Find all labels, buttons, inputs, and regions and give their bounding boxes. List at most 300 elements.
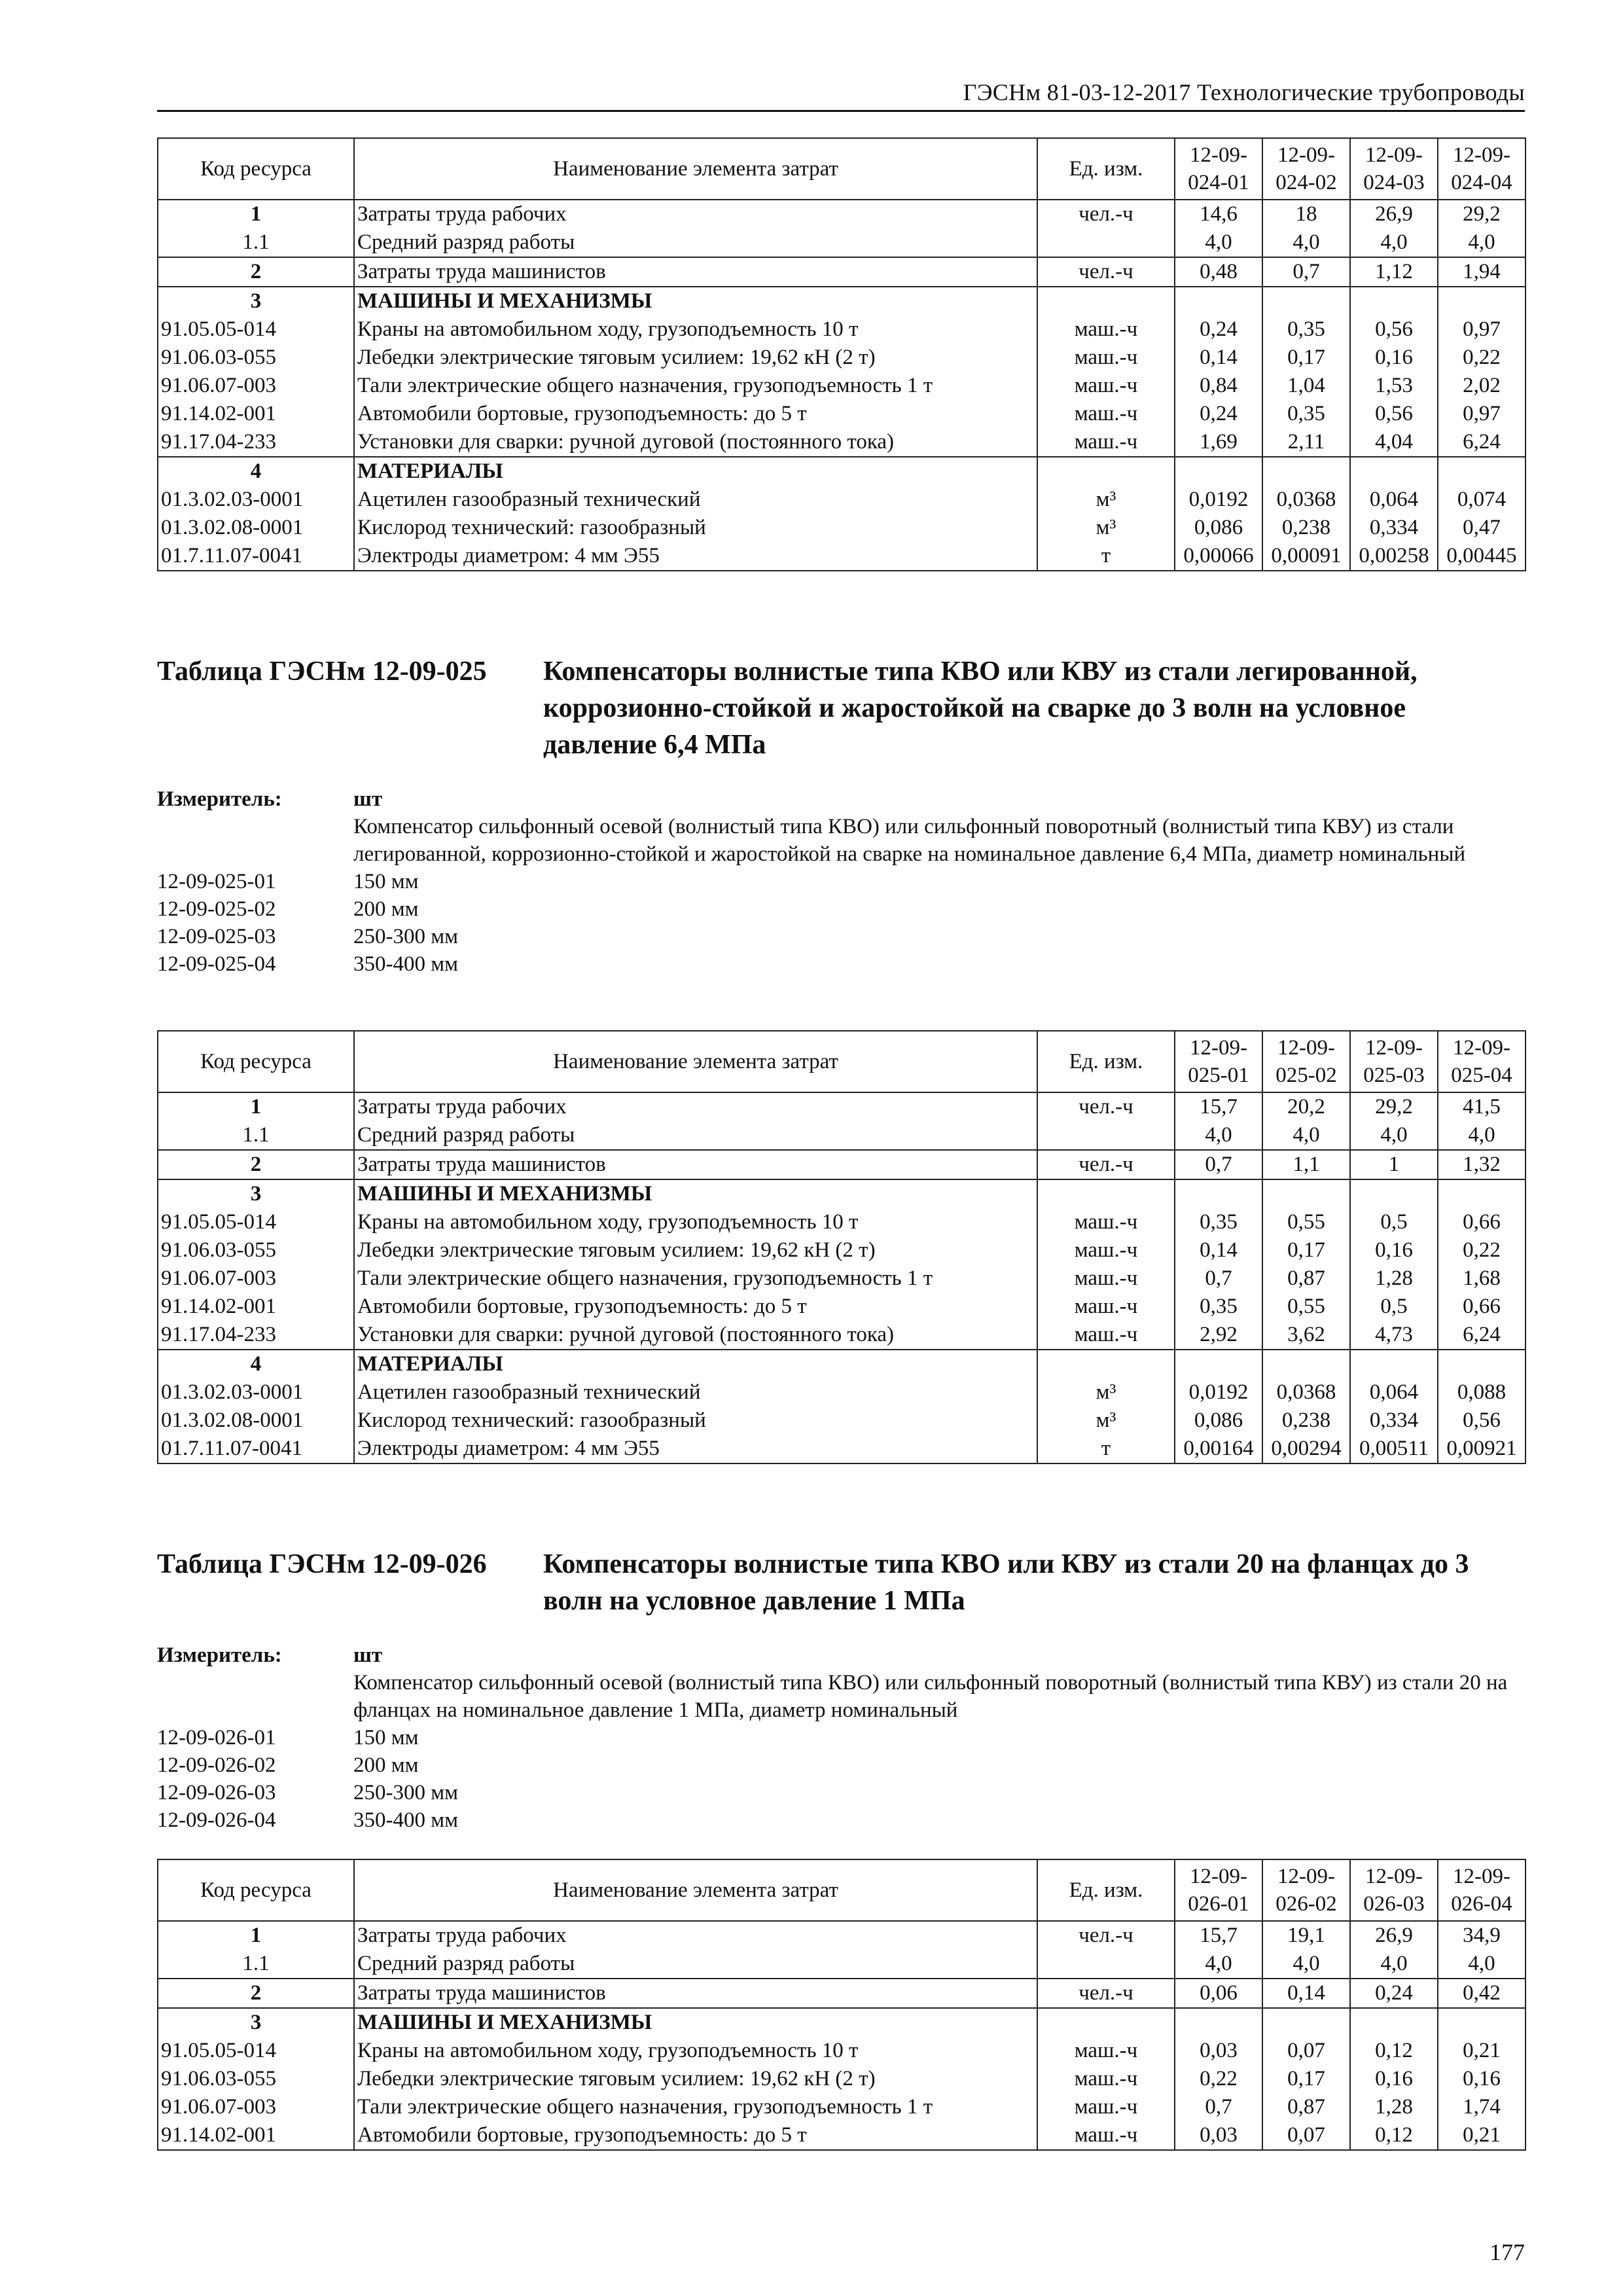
cell-code: 91.05.05-014 xyxy=(158,1208,354,1236)
table-row xyxy=(158,486,1525,514)
cell-value: 0,87 xyxy=(1262,1265,1350,1293)
cell-value: 0,7 xyxy=(1175,1265,1262,1293)
norm-item-code: 12-09-025-01 xyxy=(157,870,276,893)
cell-name: Краны на автомобильном ходу, грузоподъемность 10 т xyxy=(354,315,1037,344)
cell-value xyxy=(1350,1179,1438,1208)
cell-unit xyxy=(1037,2008,1175,2037)
cell-value: 0,0368 xyxy=(1262,486,1350,514)
norm-item xyxy=(157,1779,1525,1806)
cell-code: 91.06.07-003 xyxy=(158,1265,354,1293)
cell-value xyxy=(1350,2008,1438,2037)
cell-unit: маш.-ч xyxy=(1037,1208,1175,1236)
cell-code: 91.14.02-001 xyxy=(158,400,354,428)
cell-value: 0,14 xyxy=(1175,1236,1262,1265)
cell-value: 0,00511 xyxy=(1350,1435,1438,1463)
cell-name: Лебедки электрические тяговым усилием: 19,62 кН (2 т) xyxy=(354,344,1037,372)
cell-value xyxy=(1350,287,1438,315)
cell-unit: маш.-ч xyxy=(1037,1236,1175,1265)
cell-value: 19,1 xyxy=(1262,1921,1350,1950)
cell-code: 01.3.02.03-0001 xyxy=(158,1378,354,1407)
cell-unit: т xyxy=(1037,1435,1175,1463)
cell-name: Электроды диаметром: 4 мм Э55 xyxy=(354,1435,1037,1463)
table-row xyxy=(158,200,1525,228)
cell-name: Кислород технический: газообразный xyxy=(354,1407,1037,1435)
cell-value: 0,064 xyxy=(1350,486,1438,514)
header-norm-code: 12-09-024-02 xyxy=(1262,138,1350,200)
cell-value: 0,238 xyxy=(1262,1407,1350,1435)
cell-value: 0,21 xyxy=(1438,2121,1525,2150)
cell-unit: маш.-ч xyxy=(1037,2121,1175,2150)
cell-value: 0,47 xyxy=(1438,514,1525,542)
cell-value: 0,00258 xyxy=(1350,542,1438,571)
cell-value: 0,48 xyxy=(1175,257,1262,287)
header-norm-code: 12-09-024-03 xyxy=(1350,138,1438,200)
cell-name: Затраты труда рабочих xyxy=(354,1921,1037,1950)
cell-value: 0,334 xyxy=(1350,514,1438,542)
cell-value: 1,68 xyxy=(1438,1265,1525,1293)
cell-value: 14,6 xyxy=(1175,200,1262,228)
cell-value: 6,24 xyxy=(1438,428,1525,457)
cell-value: 1,32 xyxy=(1438,1150,1525,1179)
measure-label: Измеритель: xyxy=(157,1643,282,1667)
cell-value: 3,62 xyxy=(1262,1321,1350,1350)
cell-value: 0,35 xyxy=(1262,315,1350,344)
measure-label: Измеритель: xyxy=(157,787,282,811)
norm-item-code: 12-09-025-02 xyxy=(157,897,276,921)
resource-table-024 xyxy=(157,137,1525,571)
table-row xyxy=(158,344,1525,372)
measure-value: шт xyxy=(353,787,383,811)
cell-value xyxy=(1438,2008,1525,2037)
cell-code: 4 xyxy=(158,457,354,486)
cell-code: 01.3.02.08-0001 xyxy=(158,1407,354,1435)
table-header-row xyxy=(158,1031,1525,1092)
cell-value: 0,334 xyxy=(1350,1407,1438,1435)
norm-item xyxy=(157,868,1525,895)
header-norm-code: 12-09-026-01 xyxy=(1175,1859,1262,1921)
cell-value xyxy=(1262,457,1350,486)
header-norm-code: 12-09-026-04 xyxy=(1438,1859,1525,1921)
table-row xyxy=(158,1321,1525,1350)
measure-block-026 xyxy=(157,1641,1525,1834)
measure-block-025 xyxy=(157,785,1525,978)
norm-item-diameter: 350-400 мм xyxy=(353,952,459,976)
cell-value: 4,0 xyxy=(1262,1950,1350,1979)
running-header xyxy=(157,73,1525,112)
norm-item-diameter: 250-300 мм xyxy=(353,1781,459,1804)
cell-value: 0,00294 xyxy=(1262,1435,1350,1463)
table-row xyxy=(158,1265,1525,1293)
cell-unit: маш.-ч xyxy=(1037,372,1175,400)
cell-value: 29,2 xyxy=(1350,1092,1438,1121)
cell-value xyxy=(1350,1350,1438,1378)
header-code: Код ресурса xyxy=(158,138,354,200)
cell-value: 0,24 xyxy=(1175,400,1262,428)
cell-value: 15,7 xyxy=(1175,1921,1262,1950)
cell-name: Автомобили бортовые, грузоподъемность: до 5 т xyxy=(354,1293,1037,1321)
table-row xyxy=(158,228,1525,257)
cell-unit: маш.-ч xyxy=(1037,1293,1175,1321)
cell-value: 0,16 xyxy=(1350,1236,1438,1265)
table-row xyxy=(158,2008,1525,2037)
table-row xyxy=(158,1435,1525,1463)
cell-value: 0,5 xyxy=(1350,1293,1438,1321)
cell-value: 0,16 xyxy=(1438,2065,1525,2093)
cell-value: 0,7 xyxy=(1175,1150,1262,1179)
table-row xyxy=(158,1350,1525,1378)
cell-value: 0,086 xyxy=(1175,1407,1262,1435)
cell-value: 0,16 xyxy=(1350,2065,1438,2093)
cell-code: 91.06.07-003 xyxy=(158,2093,354,2121)
table-row xyxy=(158,2065,1525,2093)
cell-code: 91.17.04-233 xyxy=(158,428,354,457)
cell-value: 0,00921 xyxy=(1438,1435,1525,1463)
header-norm-code: 12-09-026-03 xyxy=(1350,1859,1438,1921)
header-unit: Ед. изм. xyxy=(1037,1031,1175,1092)
cell-unit: маш.-ч xyxy=(1037,1265,1175,1293)
cell-code: 91.14.02-001 xyxy=(158,1293,354,1321)
cell-code: 91.05.05-014 xyxy=(158,315,354,344)
cell-value: 0,14 xyxy=(1175,344,1262,372)
cell-value: 0,24 xyxy=(1350,1979,1438,2008)
cell-value: 0,00091 xyxy=(1262,542,1350,571)
cell-value: 4,0 xyxy=(1438,1121,1525,1150)
cell-name: МАШИНЫ И МЕХАНИЗМЫ xyxy=(354,287,1037,315)
header-name: Наименование элемента затрат xyxy=(354,138,1037,200)
cell-value: 1,74 xyxy=(1438,2093,1525,2121)
cell-value: 0,66 xyxy=(1438,1293,1525,1321)
cell-unit: маш.-ч xyxy=(1037,428,1175,457)
cell-value xyxy=(1262,1179,1350,1208)
table-row xyxy=(158,2093,1525,2121)
header-name: Наименование элемента затрат xyxy=(354,1031,1037,1092)
cell-value: 0,87 xyxy=(1262,2093,1350,2121)
cell-unit: м³ xyxy=(1037,1407,1175,1435)
cell-value: 0,42 xyxy=(1438,1979,1525,2008)
cell-value: 0,088 xyxy=(1438,1378,1525,1407)
header-unit: Ед. изм. xyxy=(1037,138,1175,200)
cell-unit xyxy=(1037,1179,1175,1208)
norm-item-code: 12-09-026-02 xyxy=(157,1753,276,1777)
cell-value: 0,00164 xyxy=(1175,1435,1262,1463)
cell-code: 2 xyxy=(158,1150,354,1179)
cell-value: 0,22 xyxy=(1438,344,1525,372)
cell-value: 0,55 xyxy=(1262,1293,1350,1321)
cell-code: 3 xyxy=(158,2008,354,2037)
cell-value: 0,84 xyxy=(1175,372,1262,400)
measure-value: шт xyxy=(353,1643,383,1667)
cell-value: 0,22 xyxy=(1175,2065,1262,2093)
norm-item-diameter: 250-300 мм xyxy=(353,925,459,948)
cell-value: 0,7 xyxy=(1175,2093,1262,2121)
norm-item-diameter: 350-400 мм xyxy=(353,1808,459,1832)
cell-unit: маш.-ч xyxy=(1037,1321,1175,1350)
norm-item-diameter: 200 мм xyxy=(353,897,419,921)
cell-value: 0,03 xyxy=(1175,2121,1262,2150)
cell-name: Автомобили бортовые, грузоподъемность: до 5 т xyxy=(354,400,1037,428)
cell-name: Лебедки электрические тяговым усилием: 19,62 кН (2 т) xyxy=(354,2065,1037,2093)
table-row xyxy=(158,315,1525,344)
table-label: Таблица ГЭСНм 12-09-025 xyxy=(157,656,487,687)
table-row xyxy=(158,428,1525,457)
cell-value: 4,73 xyxy=(1350,1321,1438,1350)
norm-item-code: 12-09-026-01 xyxy=(157,1726,276,1749)
table-row xyxy=(158,1293,1525,1321)
cell-value: 0,12 xyxy=(1350,2121,1438,2150)
table-row xyxy=(158,1121,1525,1150)
cell-value: 0,56 xyxy=(1438,1407,1525,1435)
cell-name: Затраты труда машинистов xyxy=(354,1979,1037,2008)
cell-name: Средний разряд работы xyxy=(354,1121,1037,1150)
cell-value: 1,53 xyxy=(1350,372,1438,400)
cell-value: 0,17 xyxy=(1262,2065,1350,2093)
cell-value xyxy=(1350,457,1438,486)
cell-code: 3 xyxy=(158,287,354,315)
header-name: Наименование элемента затрат xyxy=(354,1859,1037,1921)
cell-value: 1 xyxy=(1350,1150,1438,1179)
cell-unit: м³ xyxy=(1037,514,1175,542)
cell-value: 26,9 xyxy=(1350,200,1438,228)
cell-value: 0,16 xyxy=(1350,344,1438,372)
table-row xyxy=(158,1150,1525,1179)
cell-name: Ацетилен газообразный технический xyxy=(354,1378,1037,1407)
cell-code: 4 xyxy=(158,1350,354,1378)
cell-value: 0,238 xyxy=(1262,514,1350,542)
cell-value: 26,9 xyxy=(1350,1921,1438,1950)
cell-name: Тали электрические общего назначения, грузоподъемность 1 т xyxy=(354,372,1037,400)
cell-name: МАТЕРИАЛЫ xyxy=(354,1350,1037,1378)
table-row xyxy=(158,2037,1525,2065)
cell-name: Краны на автомобильном ходу, грузоподъемность 10 т xyxy=(354,1208,1037,1236)
cell-code: 91.14.02-001 xyxy=(158,2121,354,2150)
cell-value: 0,97 xyxy=(1438,315,1525,344)
header-norm-code: 12-09-024-01 xyxy=(1175,138,1262,200)
resource-table-026 xyxy=(157,1859,1525,2151)
cell-value: 6,24 xyxy=(1438,1321,1525,1350)
cell-unit: чел.-ч xyxy=(1037,1150,1175,1179)
norm-item xyxy=(157,923,1525,950)
norm-item-code: 12-09-025-03 xyxy=(157,925,276,948)
cell-name: Электроды диаметром: 4 мм Э55 xyxy=(354,542,1037,571)
cell-name: Установки для сварки: ручной дуговой (постоянного тока) xyxy=(354,428,1037,457)
header-code: Код ресурса xyxy=(158,1859,354,1921)
cell-value: 1,69 xyxy=(1175,428,1262,457)
cell-unit: маш.-ч xyxy=(1037,2093,1175,2121)
cell-value: 4,0 xyxy=(1350,1121,1438,1150)
cell-value: 4,0 xyxy=(1175,1121,1262,1150)
cell-unit xyxy=(1037,1950,1175,1979)
cell-name: Тали электрические общего назначения, грузоподъемность 1 т xyxy=(354,1265,1037,1293)
table-row xyxy=(158,1979,1525,2008)
header-norm-code: 12-09-026-02 xyxy=(1262,1859,1350,1921)
cell-name: Средний разряд работы xyxy=(354,228,1037,257)
cell-name: МАТЕРИАЛЫ xyxy=(354,457,1037,486)
header-norm-code: 12-09-025-02 xyxy=(1262,1031,1350,1092)
table-row xyxy=(158,457,1525,486)
cell-value: 4,0 xyxy=(1175,228,1262,257)
measure-description: Компенсатор сильфонный осевой (волнистый типа КВО) или сильфонный поворотный (волнистый типа КВУ) из стали 20 на фланцах на номинальное давление 1 МПа, диаметр номинальный xyxy=(353,1671,1508,1722)
table-row xyxy=(158,257,1525,287)
cell-value: 4,0 xyxy=(1350,228,1438,257)
cell-code: 01.3.02.03-0001 xyxy=(158,486,354,514)
table-row xyxy=(158,287,1525,315)
cell-unit: маш.-ч xyxy=(1037,2037,1175,2065)
cell-code: 1 xyxy=(158,200,354,228)
cell-unit: чел.-ч xyxy=(1037,1092,1175,1121)
cell-value xyxy=(1438,457,1525,486)
cell-value: 2,02 xyxy=(1438,372,1525,400)
cell-value: 4,0 xyxy=(1262,228,1350,257)
cell-value: 0,7 xyxy=(1262,257,1350,287)
cell-name: Средний разряд работы xyxy=(354,1950,1037,1979)
cell-value: 0,086 xyxy=(1175,514,1262,542)
table-row xyxy=(158,1950,1525,1979)
table-row xyxy=(158,1407,1525,1435)
norm-item-diameter: 150 мм xyxy=(353,870,419,893)
cell-value: 0,0192 xyxy=(1175,486,1262,514)
header-norm-code: 12-09-024-04 xyxy=(1438,138,1525,200)
cell-code: 2 xyxy=(158,257,354,287)
cell-unit: маш.-ч xyxy=(1037,2065,1175,2093)
header-norm-code: 12-09-025-03 xyxy=(1350,1031,1438,1092)
cell-unit: маш.-ч xyxy=(1037,315,1175,344)
cell-unit xyxy=(1037,287,1175,315)
cell-code: 91.17.04-233 xyxy=(158,1321,354,1350)
cell-value: 34,9 xyxy=(1438,1921,1525,1950)
cell-value: 0,97 xyxy=(1438,400,1525,428)
table-row xyxy=(158,2121,1525,2150)
cell-value xyxy=(1175,1179,1262,1208)
table-row xyxy=(158,1092,1525,1121)
cell-value xyxy=(1175,2008,1262,2037)
norm-item xyxy=(157,1751,1525,1779)
cell-unit: т xyxy=(1037,542,1175,571)
norm-item-diameter: 200 мм xyxy=(353,1753,419,1777)
cell-value: 0,35 xyxy=(1262,400,1350,428)
cell-unit: чел.-ч xyxy=(1037,1921,1175,1950)
cell-code: 91.06.03-055 xyxy=(158,1236,354,1265)
cell-code: 3 xyxy=(158,1179,354,1208)
cell-unit: м³ xyxy=(1037,486,1175,514)
cell-value: 0,22 xyxy=(1438,1236,1525,1265)
cell-value: 0,12 xyxy=(1350,2037,1438,2065)
cell-code: 01.7.11.07-0041 xyxy=(158,542,354,571)
header-unit: Ед. изм. xyxy=(1037,1859,1175,1921)
cell-unit: м³ xyxy=(1037,1378,1175,1407)
cell-value: 29,2 xyxy=(1438,200,1525,228)
norm-item-diameter: 150 мм xyxy=(353,1726,419,1749)
cell-code: 01.7.11.07-0041 xyxy=(158,1435,354,1463)
cell-value: 2,92 xyxy=(1175,1321,1262,1350)
cell-name: Затраты труда рабочих xyxy=(354,1092,1037,1121)
running-header-title: ГЭСНм 81-03-12-2017 Технологические трубопроводы xyxy=(963,79,1525,105)
cell-value: 0,074 xyxy=(1438,486,1525,514)
cell-value: 1,28 xyxy=(1350,2093,1438,2121)
cell-value xyxy=(1175,287,1262,315)
cell-value: 1,04 xyxy=(1262,372,1350,400)
cell-code: 91.06.03-055 xyxy=(158,2065,354,2093)
cell-value: 0,55 xyxy=(1262,1208,1350,1236)
cell-value: 1,94 xyxy=(1438,257,1525,287)
cell-value xyxy=(1175,1350,1262,1378)
cell-unit xyxy=(1037,1121,1175,1150)
page-number: 177 xyxy=(1489,2239,1525,2265)
cell-code: 2 xyxy=(158,1979,354,2008)
cell-value: 1,1 xyxy=(1262,1150,1350,1179)
cell-unit: маш.-ч xyxy=(1037,344,1175,372)
cell-value xyxy=(1262,287,1350,315)
cell-value: 0,0192 xyxy=(1175,1378,1262,1407)
cell-value: 4,0 xyxy=(1350,1950,1438,1979)
norm-item-code: 12-09-026-04 xyxy=(157,1808,276,1832)
cell-value: 15,7 xyxy=(1175,1092,1262,1121)
cell-value: 0,56 xyxy=(1350,315,1438,344)
cell-value: 0,03 xyxy=(1175,2037,1262,2065)
cell-name: Краны на автомобильном ходу, грузоподъемность 10 т xyxy=(354,2037,1037,2065)
norm-item xyxy=(157,950,1525,978)
cell-name: Затраты труда машинистов xyxy=(354,1150,1037,1179)
resource-table-025 xyxy=(157,1030,1525,1464)
cell-unit xyxy=(1037,228,1175,257)
cell-value: 0,35 xyxy=(1175,1293,1262,1321)
table-title: Компенсаторы волнистые типа КВО или КВУ из стали легированной, коррозионно-стойкой и жаростойкой на сварке до 3 волн на условное давление 6,4 МПа xyxy=(543,656,1418,760)
cell-unit: чел.-ч xyxy=(1037,200,1175,228)
cell-code: 1.1 xyxy=(158,1121,354,1150)
cell-value: 0,14 xyxy=(1262,1979,1350,2008)
table-header-row xyxy=(158,138,1525,200)
cell-code: 01.3.02.08-0001 xyxy=(158,514,354,542)
table-row xyxy=(158,1208,1525,1236)
cell-value: 0,21 xyxy=(1438,2037,1525,2065)
cell-name: Лебедки электрические тяговым усилием: 19,62 кН (2 т) xyxy=(354,1236,1037,1265)
cell-code: 1.1 xyxy=(158,228,354,257)
cell-value xyxy=(1175,457,1262,486)
table-row xyxy=(158,372,1525,400)
table-row xyxy=(158,1921,1525,1950)
cell-value xyxy=(1438,1179,1525,1208)
table-row xyxy=(158,400,1525,428)
cell-value: 0,06 xyxy=(1175,1979,1262,2008)
cell-value: 0,07 xyxy=(1262,2037,1350,2065)
norm-item xyxy=(157,1806,1525,1834)
measure-description: Компенсатор сильфонный осевой (волнистый типа КВО) или сильфонный поворотный (волнистый типа КВУ) из стали легированной, коррозионно-стойкой и жаростойкой на сварке на номинальное давление 6,4 МПа, диаметр номинальный xyxy=(353,815,1466,866)
header-norm-code: 12-09-025-04 xyxy=(1438,1031,1525,1092)
cell-value: 4,0 xyxy=(1175,1950,1262,1979)
norm-item xyxy=(157,1724,1525,1751)
cell-name: Автомобили бортовые, грузоподъемность: до 5 т xyxy=(354,2121,1037,2150)
norm-item-code: 12-09-025-04 xyxy=(157,952,276,976)
cell-value: 20,2 xyxy=(1262,1092,1350,1121)
cell-value: 4,04 xyxy=(1350,428,1438,457)
table-header-row xyxy=(158,1859,1525,1921)
norm-item xyxy=(157,895,1525,923)
table-row xyxy=(158,1378,1525,1407)
table-title: Компенсаторы волнистые типа КВО или КВУ из стали 20 на фланцах до 3 волн на условное давление 1 МПа xyxy=(543,1549,1469,1616)
cell-name: Ацетилен газообразный технический xyxy=(354,486,1037,514)
cell-unit xyxy=(1037,1350,1175,1378)
cell-value xyxy=(1262,1350,1350,1378)
cell-value xyxy=(1262,2008,1350,2037)
cell-value: 41,5 xyxy=(1438,1092,1525,1121)
cell-value: 0,07 xyxy=(1262,2121,1350,2150)
cell-value: 0,5 xyxy=(1350,1208,1438,1236)
cell-value: 2,11 xyxy=(1262,428,1350,457)
table-label: Таблица ГЭСНм 12-09-026 xyxy=(157,1549,487,1579)
cell-value: 0,66 xyxy=(1438,1208,1525,1236)
table-row xyxy=(158,514,1525,542)
cell-value xyxy=(1438,1350,1525,1378)
table-row xyxy=(158,1236,1525,1265)
